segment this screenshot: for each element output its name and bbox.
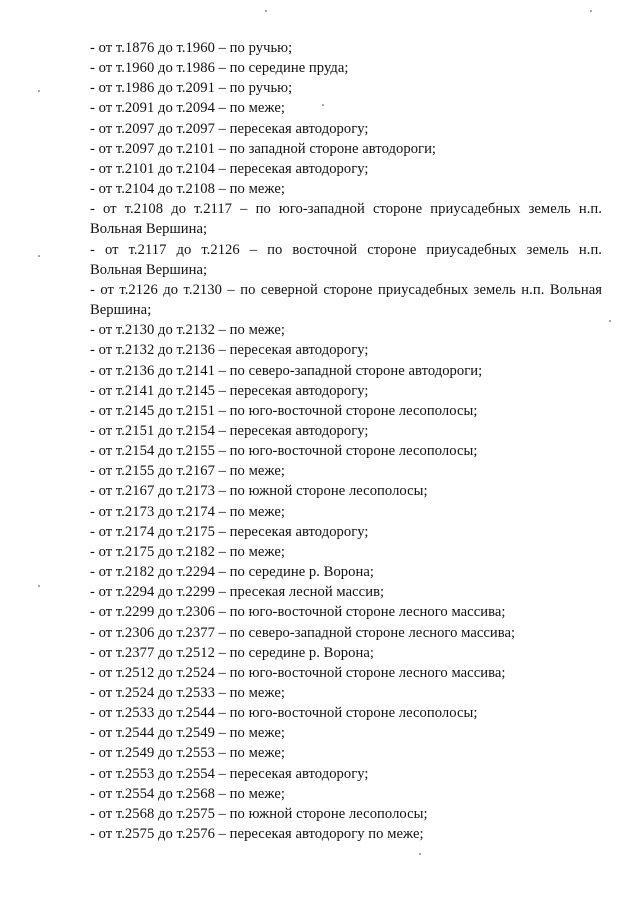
scan-speck — [419, 853, 421, 855]
boundary-line: - от т.2097 до т.2097 – пересекая автодорогу; — [90, 120, 369, 137]
boundary-line: - от т.2549 до т.2553 – по меже; — [90, 745, 285, 762]
boundary-line: - от т.2136 до т.2141 – по северо-западной стороне автодороги; — [90, 362, 483, 379]
boundary-line: - от т.2167 до т.2173 – по южной стороне лесополосы; — [90, 483, 428, 500]
boundary-line: - от т.1960 до т.1986 – по середине пруда; — [90, 60, 349, 77]
boundary-line: - от т.2104 до т.2108 – по меже; — [90, 181, 285, 198]
boundary-line-continuation: Вольная Вершина; — [90, 221, 208, 238]
boundary-line: - от т.2553 до т.2554 – пересекая автодорогу; — [90, 765, 369, 782]
boundary-line: - от т.2306 до т.2377 – по северо-западной стороне лесного массива; — [90, 624, 516, 641]
boundary-line: - от т.2377 до т.2512 – по середине р. Ворона; — [90, 644, 374, 661]
scan-speck — [609, 320, 611, 322]
boundary-line: - от т.2554 до т.2568 – по меже; — [90, 785, 285, 802]
boundary-line: - от т.2568 до т.2575 – по южной стороне лесополосы; — [90, 805, 428, 822]
boundary-line: - от т.2154 до т.2155 – по юго-восточной стороне лесополосы; — [90, 443, 478, 460]
boundary-line: - от т.2182 до т.2294 – по середине р. Ворона; — [90, 564, 374, 581]
scan-speck — [265, 10, 267, 12]
boundary-line: - от т.2091 до т.2094 – по меже; — [90, 100, 285, 117]
boundary-line: - от т.2512 до т.2524 – по юго-восточной стороне лесного массива; — [90, 664, 506, 681]
boundary-line: - от т.2174 до т.2175 – пересекая автодорогу; — [90, 523, 369, 540]
scan-speck — [38, 90, 40, 92]
boundary-line: - от т.2151 до т.2154 – пересекая автодорогу; — [90, 422, 369, 439]
boundary-line: - от т.2294 до т.2299 – пресекая лесной массив; — [90, 584, 385, 601]
boundary-line: - от т.2575 до т.2576 – пересекая автодорогу по меже; — [90, 826, 424, 843]
boundary-line: - от т.2126 до т.2130 – по северной стороне приусадебных земель н.п. Вольная — [90, 281, 602, 298]
boundary-line: - от т.2117 до т.2126 – по восточной стороне приусадебных земель н.п. — [90, 241, 602, 258]
scan-speck — [38, 585, 40, 587]
boundary-line: - от т.2533 до т.2544 – по юго-восточной стороне лесополосы; — [90, 705, 478, 722]
boundary-line: - от т.2097 до т.2101 – по западной стороне автодороги; — [90, 140, 437, 157]
boundary-line: - от т.2155 до т.2167 – по меже; — [90, 463, 285, 480]
boundary-line: - от т.2175 до т.2182 – по меже; — [90, 543, 285, 560]
boundary-line: - от т.1986 до т.2091 – по ручью; — [90, 80, 293, 97]
scan-speck — [38, 255, 40, 257]
boundary-line: - от т.2141 до т.2145 – пересекая автодорогу; — [90, 382, 369, 399]
boundary-line: - от т.2108 до т.2117 – по юго-западной стороне приусадебных земель н.п. — [90, 201, 602, 218]
boundary-description-list — [90, 38, 602, 844]
boundary-line: - от т.2299 до т.2306 – по юго-восточной стороне лесного массива; — [90, 604, 506, 621]
boundary-line-continuation: Вольная Вершина; — [90, 261, 208, 278]
scan-speck — [322, 104, 324, 106]
boundary-line: - от т.2132 до т.2136 – пересекая автодорогу; — [90, 342, 369, 359]
boundary-line: - от т.2130 до т.2132 – по меже; — [90, 322, 285, 339]
boundary-line: - от т.2145 до т.2151 – по юго-восточной стороне лесополосы; — [90, 402, 478, 419]
boundary-line: - от т.1876 до т.1960 – по ручью; — [90, 40, 293, 56]
scan-speck — [590, 10, 592, 12]
boundary-line: - от т.2524 до т.2533 – по меже; — [90, 685, 285, 701]
boundary-line: - от т.2544 до т.2549 – по меже; — [90, 725, 285, 742]
boundary-line: - от т.2101 до т.2104 – пересекая автодорогу; — [90, 160, 369, 177]
boundary-line-continuation: Вершина; — [90, 302, 152, 319]
boundary-line: - от т.2173 до т.2174 – по меже; — [90, 503, 285, 520]
